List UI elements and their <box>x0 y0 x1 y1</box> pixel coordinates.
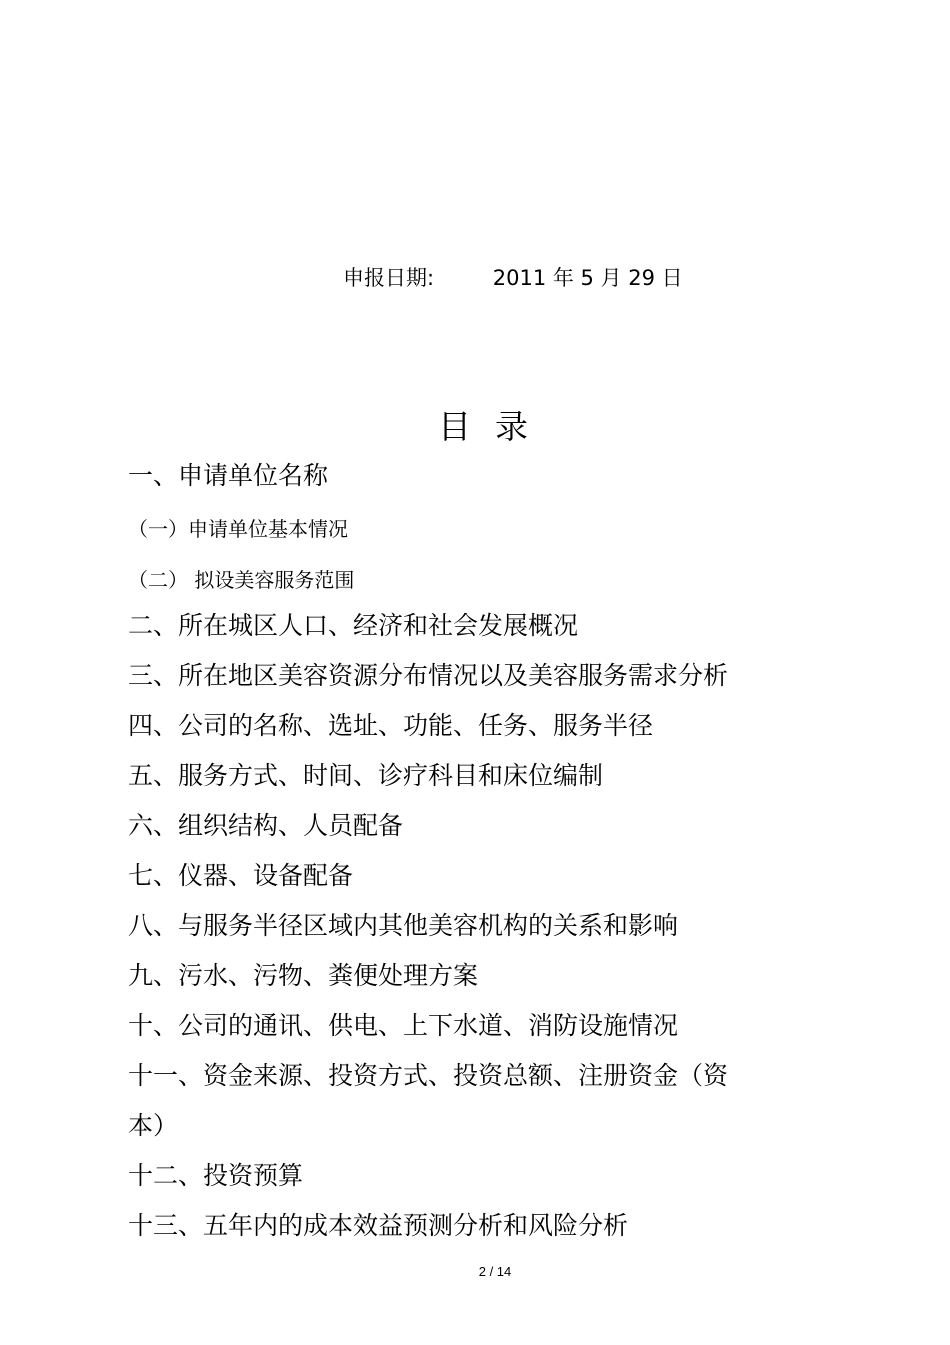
toc-item: 十三、五年内的成本效益预测分析和风险分析 <box>128 1211 629 1240</box>
toc-item: 十、公司的通讯、供电、上下水道、消防设施情况 <box>128 1011 679 1040</box>
toc-item: 七、仪器、设备配备 <box>128 861 354 890</box>
toc-title: 目录 <box>438 407 552 446</box>
date-value: 2011 年 5 月 29 日 <box>492 266 683 290</box>
toc-item: 六、组织结构、人员配备 <box>128 811 404 840</box>
page-number: 2 / 14 <box>478 1264 512 1279</box>
toc-item: 一、申请单位名称 <box>128 461 329 490</box>
toc-item: 五、服务方式、时间、诊疗科目和床位编制 <box>128 761 604 790</box>
toc-item: 四、公司的名称、选址、功能、任务、服务半径 <box>128 711 654 740</box>
toc-item: 二、所在城区人口、经济和社会发展概况 <box>128 611 579 640</box>
toc-subitem: （一）申请单位基本情况 <box>128 517 348 541</box>
toc-item: 十二、投资预算 <box>128 1161 304 1190</box>
toc-item: 三、所在地区美容资源分布情况以及美容服务需求分析 <box>128 661 729 690</box>
application-date <box>343 262 683 294</box>
toc-subitem: （二） 拟设美容服务范围 <box>128 568 355 592</box>
toc-item: 八、与服务半径区域内其他美容机构的关系和影响 <box>128 911 679 940</box>
date-label: 申报日期: <box>343 266 435 290</box>
toc-item-continuation: 本） <box>128 1111 179 1140</box>
toc-item: 十一、资金来源、投资方式、投资总额、注册资金（资 <box>128 1061 729 1090</box>
toc-item: 九、污水、污物、粪便处理方案 <box>128 961 479 990</box>
